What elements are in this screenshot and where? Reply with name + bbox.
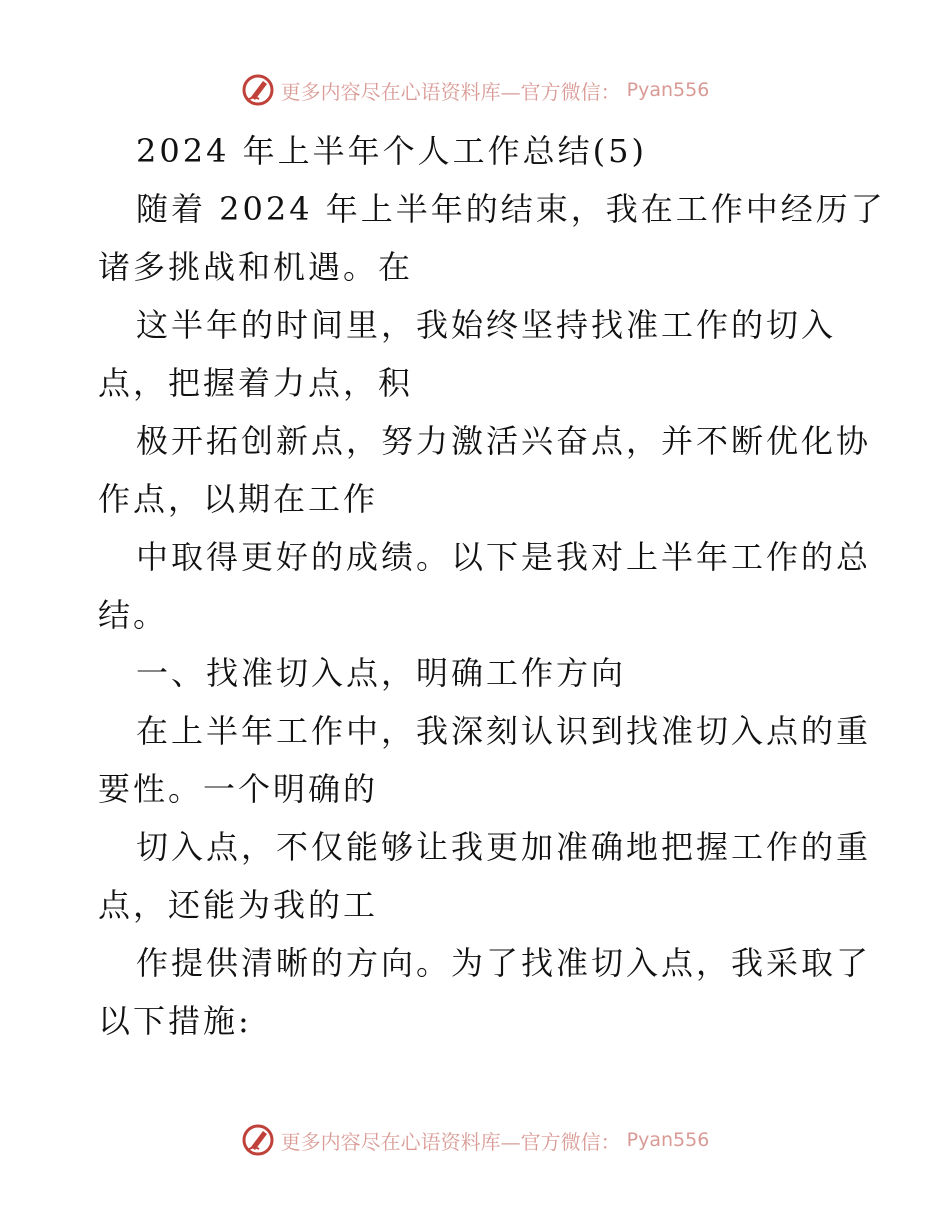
document-title: 2024 年上半年个人工作总结(5) xyxy=(136,132,647,170)
pen-logo-icon xyxy=(241,73,275,107)
text-line: 极开拓创新点，努力激活兴奋点，并不断优化协 xyxy=(136,422,872,460)
document-body xyxy=(98,122,886,1050)
text-line: 点，把握着力点，积 xyxy=(98,364,414,402)
text-line: 以下措施: xyxy=(98,1002,252,1040)
header-watermark xyxy=(0,70,950,110)
watermark-wechat-id: Pyan556 xyxy=(626,1129,710,1151)
section-heading: 一、找准切入点，明确工作方向 xyxy=(136,654,627,692)
pen-logo-icon xyxy=(241,1123,275,1157)
text-line: 中取得更好的成绩。以下是我对上半年工作的总 xyxy=(136,538,872,576)
text-line: 要性。一个明确的 xyxy=(98,770,379,808)
text-line: 随着 2024 年上半年的结束，我在工作中经历了 xyxy=(136,190,886,228)
text-line: 切入点，不仅能够让我更加准确地把握工作的重 xyxy=(136,828,872,866)
footer-watermark xyxy=(0,1120,950,1160)
text-line: 作点，以期在工作 xyxy=(98,480,379,518)
watermark-text: 更多内容尽在心语资料库—官方微信： xyxy=(280,1129,621,1154)
text-line: 这半年的时间里，我始终坚持找准工作的切入 xyxy=(136,306,837,344)
text-line: 点，还能为我的工 xyxy=(98,886,379,924)
text-line: 诸多挑战和机遇。在 xyxy=(98,248,414,286)
watermark-wechat-id: Pyan556 xyxy=(626,79,710,101)
text-line: 在上半年工作中，我深刻认识到找准切入点的重 xyxy=(136,712,872,750)
text-line: 作提供清晰的方向。为了找准切入点，我采取了 xyxy=(136,944,872,982)
text-line: 结。 xyxy=(98,596,169,634)
watermark-text: 更多内容尽在心语资料库—官方微信： xyxy=(280,79,621,104)
